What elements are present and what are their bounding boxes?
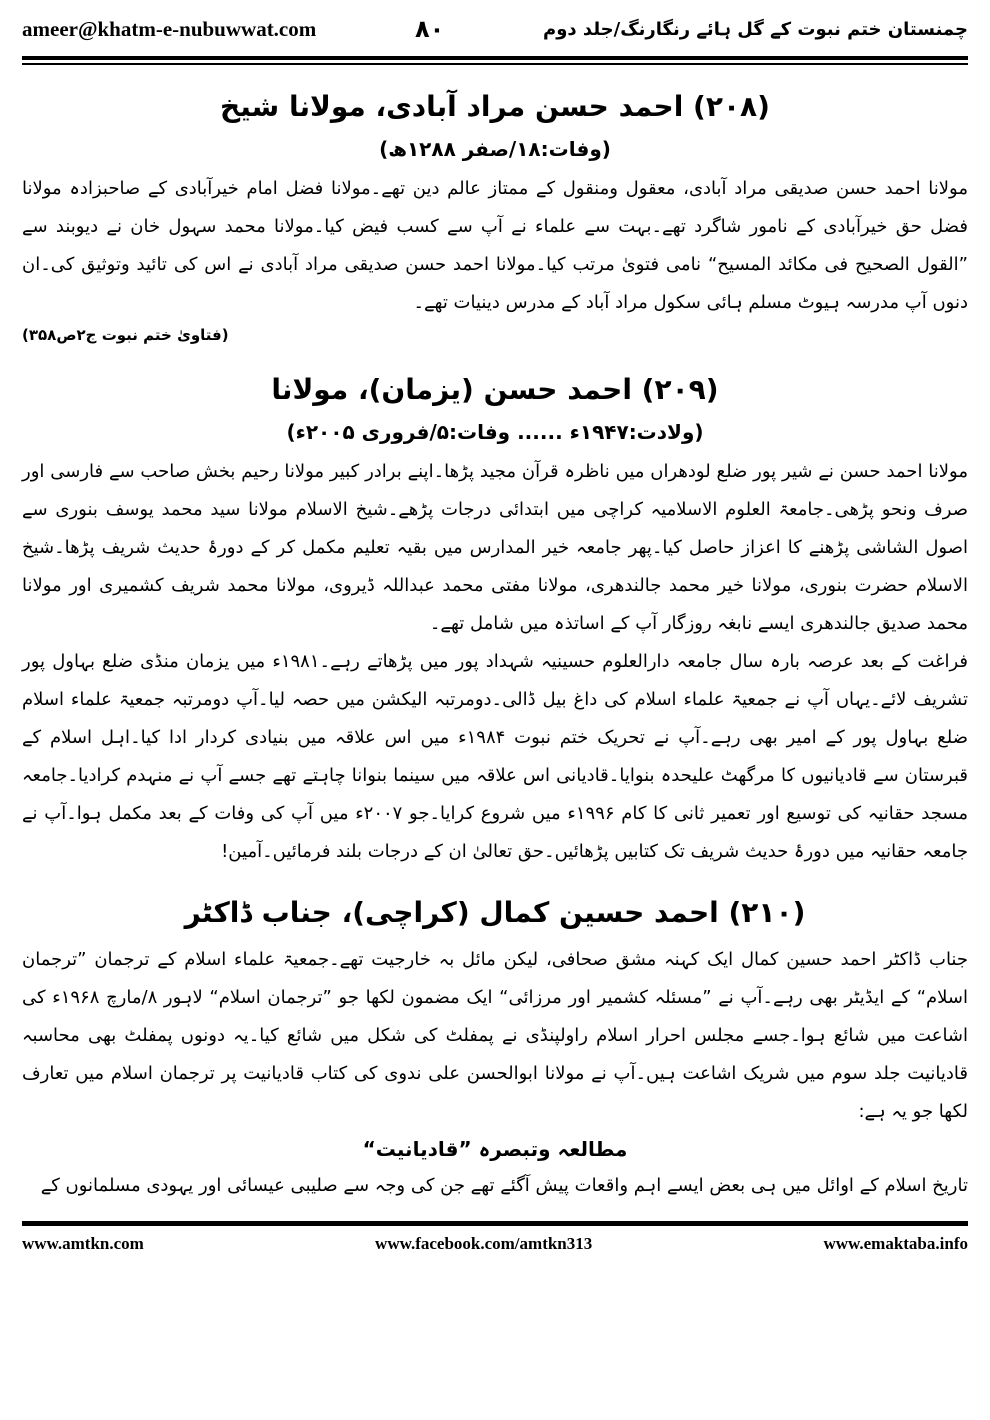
paragraph <box>22 643 968 871</box>
paragraph-line: الصحیح فی مکائد المسیح“ نامی فتویٰ مرتب کیا۔مولانا احمد حسن صدیقی مراد آبادی نے اس کی تائید وتوثیق کی۔ان <box>22 254 910 276</box>
header-divider <box>22 56 968 60</box>
header-email: ameer@khatm-e-nubuwwat.com <box>22 16 317 41</box>
paragraph-line: فضل حق خیرآبادی کے نامور شاگرد تھے۔بہت سے علماء نے آپ سے کسب فیض کیا۔مولانا محمد سہول خان نے دیوبند سے ”القول <box>22 216 968 276</box>
paragraph-line: بہاول پور کے امیر بھی رہے۔آپ نے تحریک ختم نبوت ۱۹۸۴ء میں اس علاقہ میں بنیادی کردار ادا کیا۔اہل اسلام کے قبرستان سے <box>22 727 968 787</box>
paragraph-line: جناب ڈاکٹر احمد حسین کمال ایک کہنہ مشق صحافی، لیکن مائل بہ خارجیت تھے۔جمعیۃ علماء اسلام کے ترجمان ”ترجمان اسلام“ <box>22 948 968 1008</box>
page-number: ۸۰ <box>415 15 445 43</box>
paragraph-line: کے ایڈیٹر بھی رہے۔آپ نے ”مسئلہ کشمیر اور مرزائی“ ایک مضمون لکھا جو ”ترجمان اسلام“ لاہور ۸/مارچ ۱۹۶۸ء کی اشاعت میں <box>22 986 969 1046</box>
citation: (فتاویٰ ختم نبوت ج۲ص۳۵۸) <box>22 326 229 345</box>
footer-link-left[interactable]: www.amtkn.com <box>22 1233 144 1253</box>
subheading: مطالعہ وتبصرہ ”قادیانیت“ <box>362 1136 628 1161</box>
paragraph-line: دنوں آپ مدرسہ ہیوٹ مسلم ہائی سکول مراد آباد کے مدرس دینیات تھے۔ <box>413 292 968 314</box>
paragraph-line: تاریخ اسلام کے اوائل میں ہی بعض ایسے اہم واقعات پیش آگئے تھے جن کی وجہ سے صلیبی عیسائی اور یہودی مسلمانوں کے <box>40 1174 968 1196</box>
paragraph-line: شائع ہوا۔جسے مجلس احرار اسلام راولپنڈی نے پمفلٹ کی شکل میں شائع کیا۔یہ دونوں پمفلٹ بھی محاسبہ قادیانیت جلد سوم میں شریک <box>22 1024 968 1084</box>
section-dates: (ولادت:۱۹۴۷ء ...... وفات:۵/فروری ۲۰۰۵ء) <box>286 420 704 445</box>
page-body <box>22 87 968 1205</box>
header-divider-thin <box>22 63 968 65</box>
paragraph <box>22 170 968 322</box>
section-dates: (وفات:۱۸/صفر ۱۲۸۸ھ) <box>379 137 611 162</box>
paragraph-line: پور تشریف لائے۔یہاں آپ نے جمعیۃ علماء اسلام کی داغ بیل ڈالی۔دومرتبہ الیکشن میں حصہ لیا۔آپ دومرتبہ جمعیۃ علماء اسلام ضلع <box>22 651 968 749</box>
paragraph <box>22 453 968 643</box>
page-header <box>22 0 968 54</box>
footer-link-center[interactable]: www.facebook.com/amtkn313 <box>375 1233 593 1253</box>
citation-row <box>22 322 968 348</box>
paragraph-line: تعمیر ثانی کا کام ۱۹۹۶ء میں شروع کرایا۔جو ۲۰۰۷ء میں آپ کی وفات کے بعد مکمل ہوا۔آپ نے جامعہ حقانیہ میں دورۂ حدیث <box>22 803 968 863</box>
book-title: چمنستان ختم نبوت کے گل ہائے رنگارنگ/جلد دوم <box>543 18 968 40</box>
section-heading: (۲۰۹) احمد حسن (یزمان)، مولانا <box>271 373 719 407</box>
section-heading: (۲۱۰) احمد حسین کمال (کراچی)، جناب ڈاکٹر <box>184 896 806 930</box>
paragraph <box>22 1167 968 1205</box>
paragraph-line: فراغت کے بعد عرصہ بارہ سال جامعہ دارالعلوم حسینیہ شہداد پور میں پڑھاتے رہے۔۱۹۸۱ء میں یزمان منڈی ضلع بہاول <box>52 651 968 673</box>
paragraph-line: مفتی محمد عبداللہ ڈیروی، مولانا محمد شریف کشمیری اور مولانا محمد صدیق جالندھری ایسے نابغہ روزگار آپ کے اساتذہ میں شامل تھے۔ <box>22 575 968 635</box>
paragraph-line: اشاعت ہیں۔آپ نے مولانا ابوالحسن علی ندوی کی کتاب قادیانیت پر ترجمان اسلام میں تعارف لکھا جو یہ ہے: <box>22 1062 968 1122</box>
paragraph-line: قادیانیوں کا مرگھٹ علیحدہ بنوایا۔قادیانی اس علاقہ میں سینما بنوانا چاہتے تھے جسے آپ نے منہدم کرادیا۔جامعہ مسجد حقانیہ کی توسیع اور <box>22 765 969 825</box>
paragraph <box>22 941 968 1131</box>
paragraph-line: مولانا احمد حسن نے شیر پور ضلع لودھراں میں ناظرہ قرآن مجید پڑھا۔اپنے برادر کبیر مولانا رحیم بخش صاحب سے فارسی اور صرف <box>22 461 968 521</box>
paragraph-line: ونحو پڑھی۔جامعۃ العلوم الاسلامیہ کراچی میں ابتدائی درجات پڑھے۔شیخ الاسلام مولانا سید محمد یوسف بنوری سے اصول الشاشی پڑھنے کا اعزاز <box>22 499 968 559</box>
page-footer <box>22 1226 968 1264</box>
footer-link-right[interactable]: www.emaktaba.info <box>823 1233 968 1253</box>
section-heading: (۲۰۸) احمد حسن مراد آبادی، مولانا شیخ <box>220 90 770 123</box>
paragraph-line: مولانا احمد حسن صدیقی مراد آبادی، معقول ومنقول کے ممتاز عالم دین تھے۔مولانا فضل امام خیرآبادی کے صاحبزادہ مولانا <box>22 178 968 200</box>
paragraph-line: شریف تک کتابیں پڑھائیں۔حق تعالیٰ ان کے درجات بلند فرمائیں۔آمین! <box>221 841 740 863</box>
paragraph-line: حاصل کیا۔پھر جامعہ خیر المدارس میں بقیہ تعلیم مکمل کر کے دورۂ حدیث شریف پڑھا۔شیخ الاسلام حضرت بنوری، مولانا خیر محمد جالندھری، مولانا <box>22 537 968 597</box>
